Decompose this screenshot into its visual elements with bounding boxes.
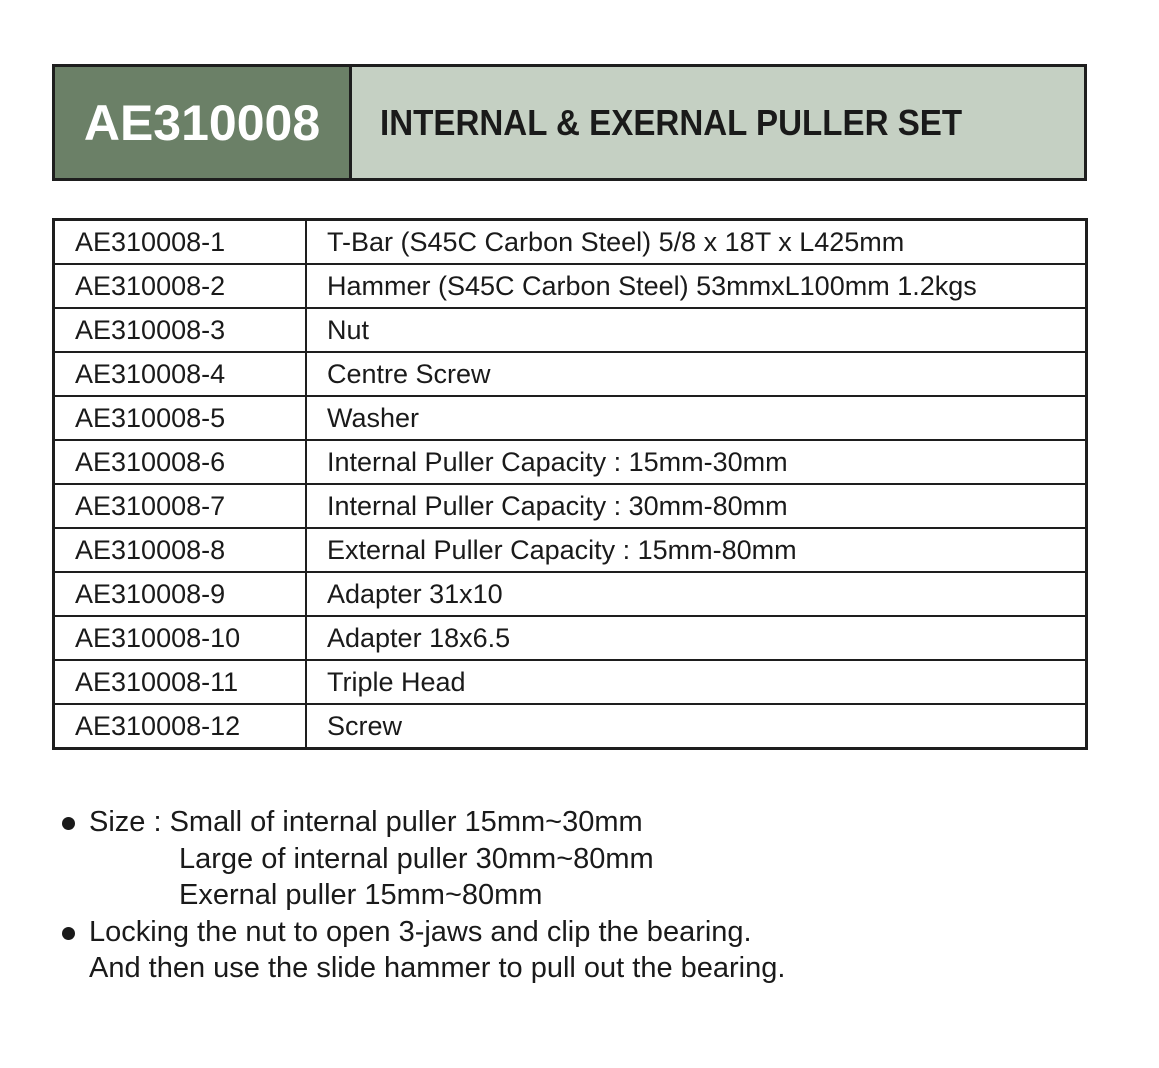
part-code: AE310008-6 — [54, 440, 307, 484]
locking-line-2: And then use the slide hammer to pull out the bearing. — [89, 952, 786, 984]
table-row — [54, 484, 1087, 528]
product-notes — [58, 804, 785, 987]
part-code: AE310008-9 — [54, 572, 307, 616]
locking-line-1: Locking the nut to open 3-jaws and clip the bearing. — [89, 915, 752, 948]
product-title-box — [352, 67, 1084, 178]
table-row — [54, 704, 1087, 749]
size-line-1: Size : Small of internal puller 15mm~30mm — [89, 806, 643, 838]
part-description: Hammer (S45C Carbon Steel) 53mmxL100mm 1.2kgs — [306, 264, 1087, 308]
bullet-icon — [62, 927, 75, 940]
part-code: AE310008-8 — [54, 528, 307, 572]
part-code: AE310008-5 — [54, 396, 307, 440]
part-code: AE310008-12 — [54, 704, 307, 749]
size-line-3: Exernal puller 15mm~80mm — [179, 879, 543, 911]
product-code: AE310008 — [55, 67, 352, 178]
table-row — [54, 352, 1087, 396]
part-description: T-Bar (S45C Carbon Steel) 5/8 x 18T x L425mm — [306, 220, 1087, 265]
part-code: AE310008-7 — [54, 484, 307, 528]
parts-table — [52, 218, 1088, 750]
bullet-icon — [62, 817, 75, 830]
table-row — [54, 264, 1087, 308]
table-row — [54, 572, 1087, 616]
table-row — [54, 528, 1087, 572]
part-code: AE310008-1 — [54, 220, 307, 265]
part-description: Nut — [306, 308, 1087, 352]
locking-note — [58, 914, 785, 987]
part-description: Screw — [306, 704, 1087, 749]
part-code: AE310008-10 — [54, 616, 307, 660]
table-row — [54, 660, 1087, 704]
table-row — [54, 440, 1087, 484]
part-code: AE310008-2 — [54, 264, 307, 308]
part-description: Triple Head — [306, 660, 1087, 704]
product-title: INTERNAL & EXERNAL PULLER SET — [380, 101, 963, 143]
part-description: Internal Puller Capacity : 15mm-30mm — [306, 440, 1087, 484]
table-row — [54, 616, 1087, 660]
table-row — [54, 220, 1087, 265]
part-description: Washer — [306, 396, 1087, 440]
table-row — [54, 396, 1087, 440]
part-description: Centre Screw — [306, 352, 1087, 396]
part-description: Adapter 18x6.5 — [306, 616, 1087, 660]
part-description: Internal Puller Capacity : 30mm-80mm — [306, 484, 1087, 528]
table-row — [54, 308, 1087, 352]
size-note — [58, 804, 785, 914]
product-header — [52, 64, 1087, 181]
part-code: AE310008-4 — [54, 352, 307, 396]
part-code: AE310008-3 — [54, 308, 307, 352]
size-line-2: Large of internal puller 30mm~80mm — [179, 842, 654, 875]
part-description: External Puller Capacity : 15mm-80mm — [306, 528, 1087, 572]
part-description: Adapter 31x10 — [306, 572, 1087, 616]
part-code: AE310008-11 — [54, 660, 307, 704]
